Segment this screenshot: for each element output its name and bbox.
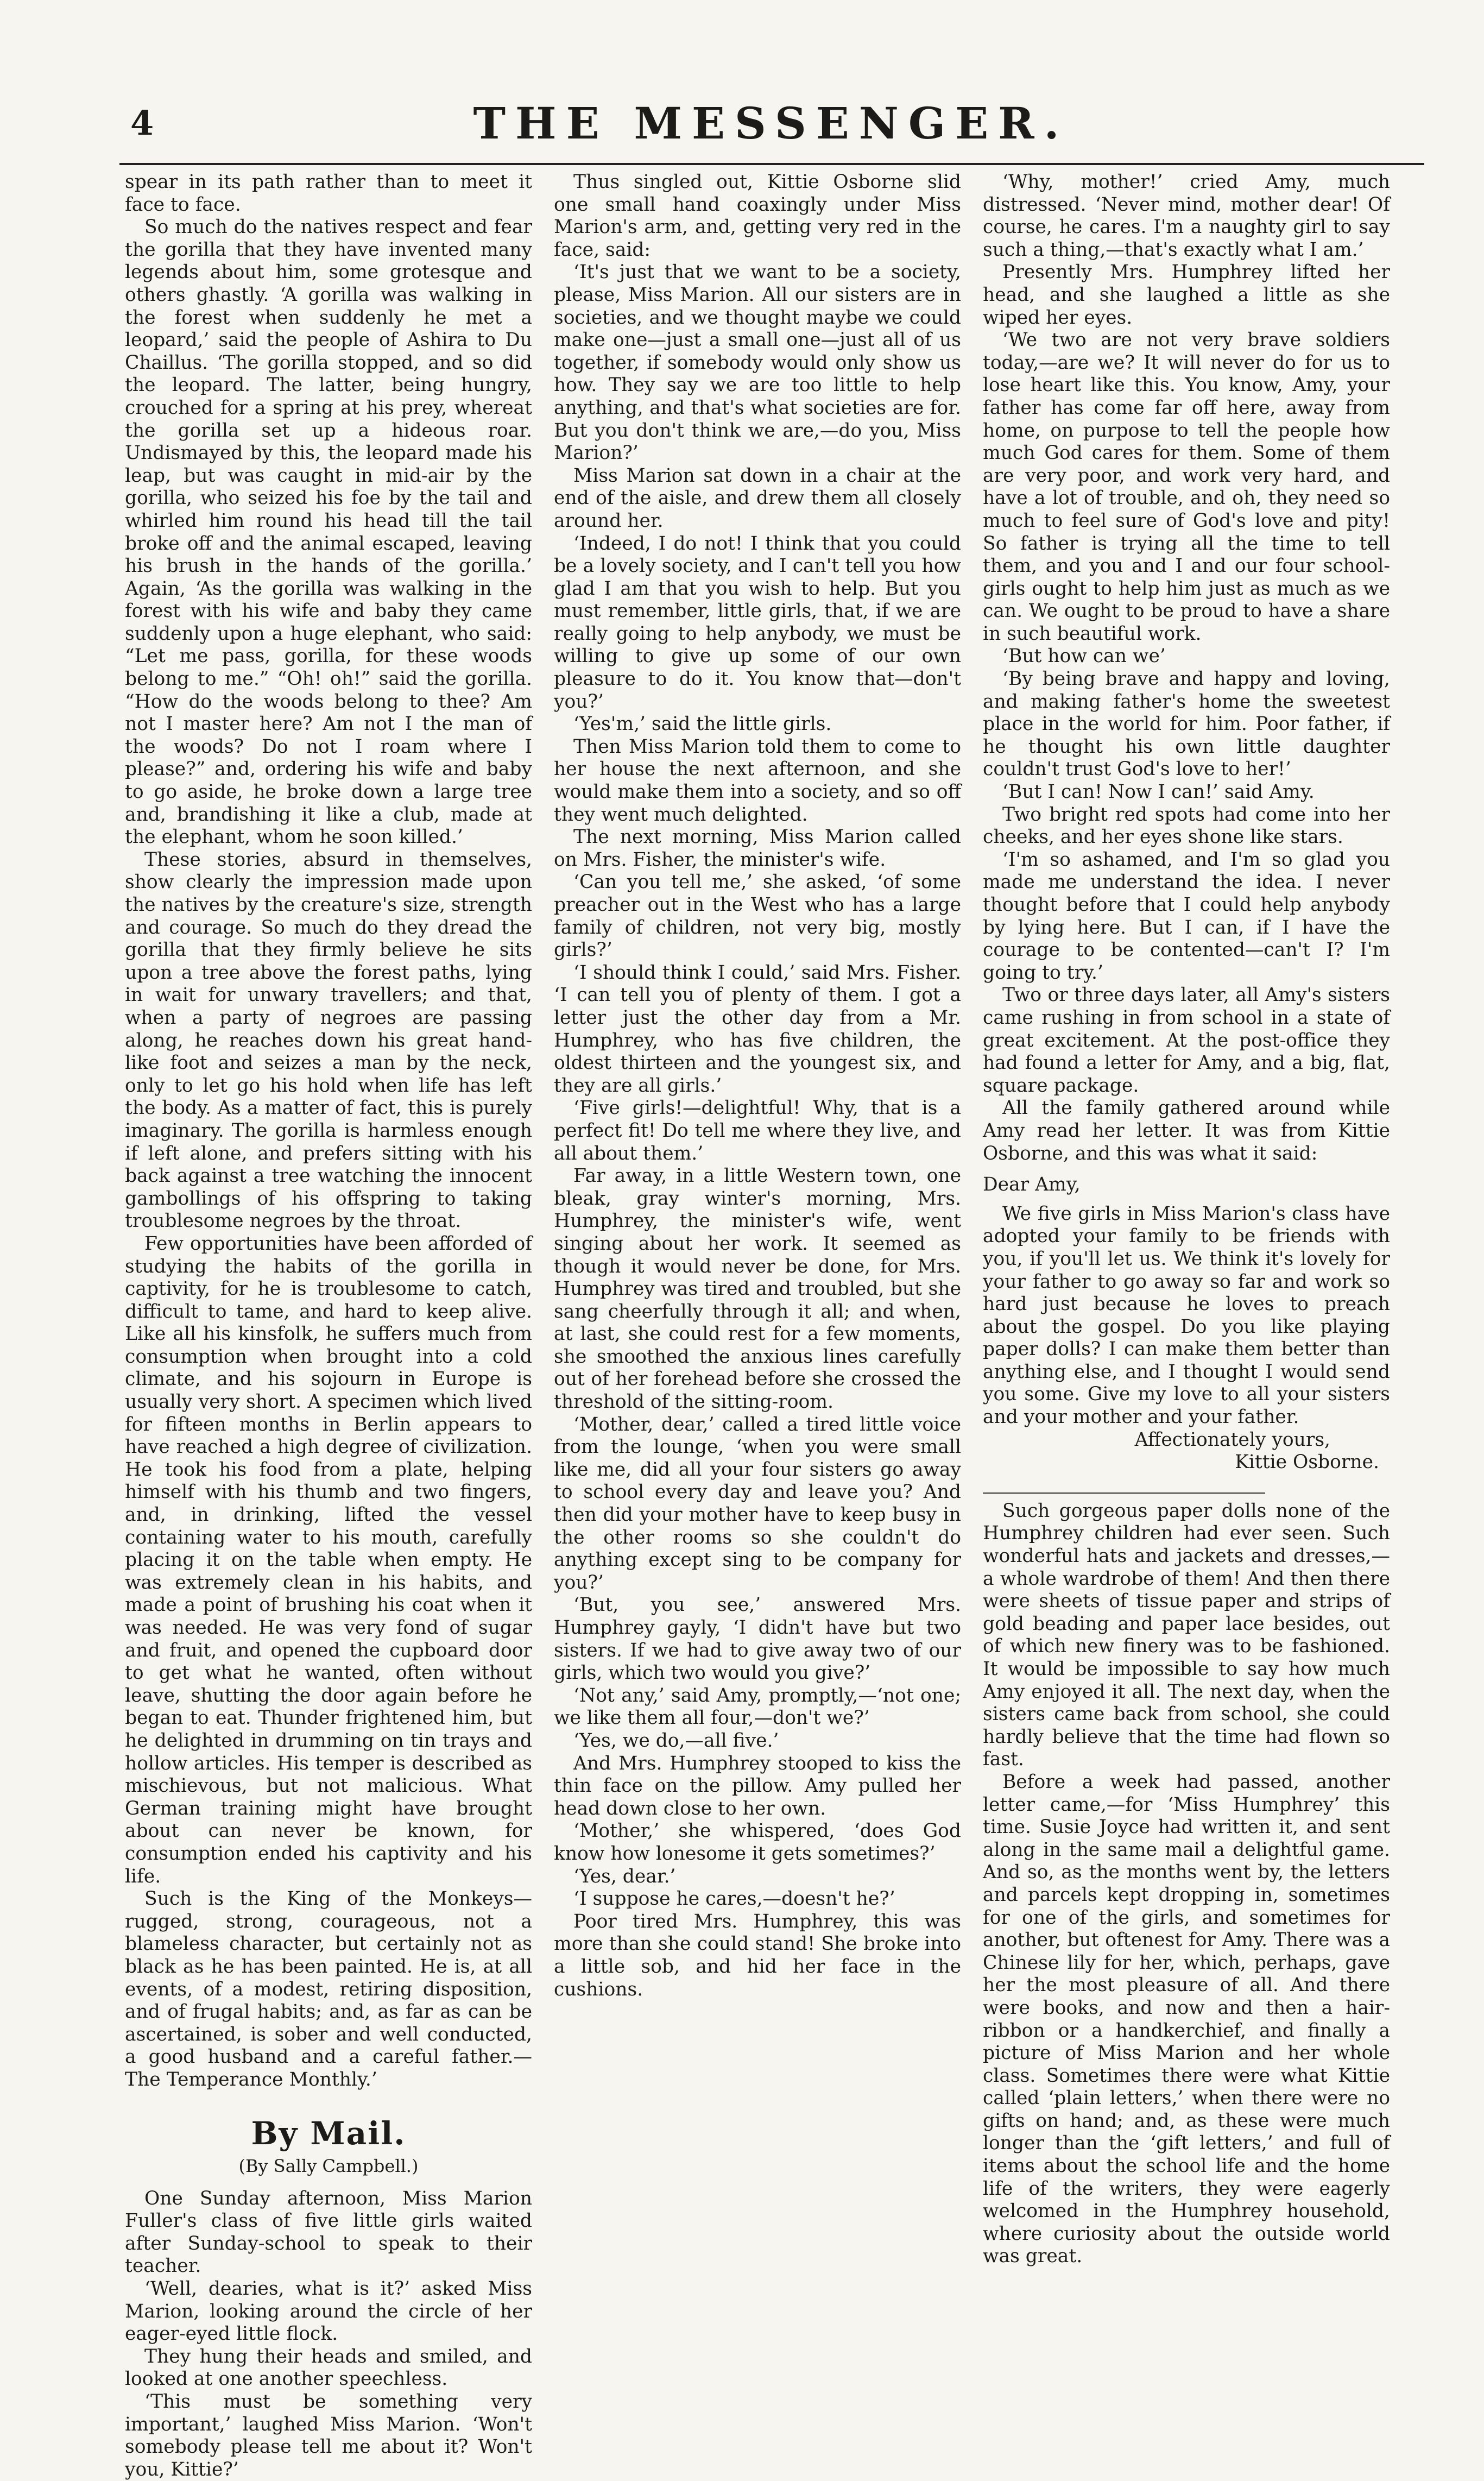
story-paragraph: Far away, in a little Western town, one bleak, gray winter's morning, Mrs. Humphrey, the minister's wife, went singing about her work. It seemed as though it would never be done, for Mrs. Humphrey was tired and troubled, but she sang cheerfully through it all; and when, at last, she could rest for a few moments, she smoothed the anxious lines carefully out of her forehead before she crossed the threshold of the sitting-room. xyxy=(554,1165,961,1413)
story-paragraph: One Sunday afternoon, Miss Marion Fuller's class of five little girls waited after Sunday-school to speak to their teacher. xyxy=(125,2187,532,2277)
story-paragraph: ‘Yes'm,’ said the little girls. xyxy=(573,713,832,735)
story-paragraph: ‘But, you see,’ answered Mrs. Humphrey gayly, ‘I didn't have but two sisters. If we had to give away two of our girls, which two would you give?’ xyxy=(554,1594,961,1684)
page-number: 4 xyxy=(130,103,154,143)
story-paragraph: ‘But I can! Now I can!’ said Amy. xyxy=(1002,781,1315,803)
masthead-title: THE MESSENGER. xyxy=(473,98,1069,149)
story-paragraph: Miss Marion sat down in a chair at the end of the aisle, and drew them all closely around her. xyxy=(554,464,961,532)
story-paragraph: ‘Why, mother!’ cried Amy, much distressed. ‘Never mind, mother dear! Of course, he cares. I'm a naughty girl to say such a thing,—that's exactly what I am.’ xyxy=(983,171,1390,261)
story-paragraph: ‘Indeed, I do not! I think that you could be a lovely society, and I can't tell you how glad I am that you wish to help. But you must remember, little girls, that, if we are really going to help anybody, we must be willing to give up some of our own pleasure to do it. You know that—don't you?’ xyxy=(554,532,961,713)
story-byline: (By Sally Campbell.) xyxy=(238,2156,419,2177)
story-paragraph: ‘I should think I could,’ said Mrs. Fisher. ‘I can tell you of plenty of them. I got a letter just the other day from a Mr. Humphrey, who has five children, the oldest thirteen and the youngest six, and they are all girls.’ xyxy=(554,961,961,1097)
story-paragraph: ‘By being brave and happy and loving, and making father's home the sweetest place in the world for him. Poor father, if he thought his own little daughter couldn't trust God's love to her!’ xyxy=(983,668,1390,780)
story-paragraph: They hung their heads and smiled, and looked at one another speechless. xyxy=(125,2345,532,2390)
article-paragraph: So much do the natives respect and fear the gorilla that they have invented many legends about him, some grotesque and others ghastly. ‘A gorilla was walking in the forest when suddenly he met a leopard,’ said the people of Ashira to Du Chaillus. ‘The gorilla stopped, and so did the leopard. The latter, being hungry, crouched for a spring at his prey, whereat the gorilla set up a hideous roar. Undismayed by this, the leopard made his leap, but was caught in mid-air by the gorilla, who seized his foe by the tail and whirled him round his head till the tail broke off and the animal escaped, leaving his brush in the hands of the gorilla.’ Again, ‘As the gorilla was walking in the forest with his wife and baby they came suddenly upon a huge elephant, who said: “Let me pass, gorilla, for these woods belong to me.” “Oh! oh!” said the gorilla. “How do the woods belong to thee? Am not I master here? Am not I the man of the woods? Do not I roam where I please?” and, ordering his wife and baby to go aside, he broke down a large tree and, brandishing it like a club, made at the elephant, whom he soon killed.’ xyxy=(125,216,532,848)
story-paragraph: Poor tired Mrs. Humphrey, this was more than she could stand! She broke into a little sob, and hid her face in the cushions. xyxy=(554,1910,961,2000)
column-1 xyxy=(125,171,532,2481)
article-paragraph: These stories, absurd in themselves, show clearly the impression made upon the natives by the creature's size, strength and courage. So much do they dread the gorilla that they firmly believe he sits upon a tree above the forest paths, lying in wait for unwary travellers; and that, when a party of negroes are passing along, he reaches down his great hand-like foot and seizes a man by the neck, only to let go his hold when life has left the body. As a matter of fact, this is purely imaginary. The gorilla is harmless enough if left alone, and prefers sitting with his back against a tree watching the innocent gambollings of his offspring to taking troublesome negroes by the throat. xyxy=(125,848,532,1232)
story-paragraph: The next morning, Miss Marion called on Mrs. Fisher, the minister's wife. xyxy=(554,826,961,871)
header-rule xyxy=(119,163,1424,165)
story-paragraph: Such gorgeous paper dolls none of the Humphrey children had ever seen. Such wonderful hats and jackets and dresses,—a whole wardrobe of them! And then there were sheets of tissue paper and strips of gold beading and paper lace besides, out of which new finery was to be fashioned. It would be impossible to say how much Amy enjoyed it all. The next day, when the sisters came back from school, she could hardly believe that the time had flown so fast. xyxy=(983,1500,1390,1771)
letter-closing: Affectionately yours, xyxy=(1134,1428,1330,1451)
story-paragraph: And Mrs. Humphrey stooped to kiss the thin face on the pillow. Amy pulled her head down close to her own. xyxy=(554,1752,961,1819)
story-paragraph: Before a week had passed, another letter came,—for ‘Miss Humphrey’ this time. Susie Joyce had written it, and sent along in the same mail a delightful game. And so, as the months went by, the letters and parcels kept dropping in, sometimes for one of the girls, and sometimes for another, but oftenest for Amy. There was a Chinese lily for her, which, perhaps, gave her the most pleasure of all. And there were books, and now and then a hair-ribbon or a handkerchief, and finally a picture of Miss Marion and her whole class. Sometimes there were what Kittie called ‘plain letters,’ when there were no gifts on hand; and, as these were much longer than the ‘gift letters,’ and full of items about the school life and the home life of the writers, they were eagerly welcomed in the Humphrey household, where curiosity about the outside world was great. xyxy=(983,1771,1390,2268)
story-paragraph: ‘Not any,’ said Amy, promptly,—‘not one; we like them all four,—don't we?’ xyxy=(554,1684,961,1729)
story-paragraph: Two bright red spots had come into her cheeks, and her eyes shone like stars. xyxy=(983,803,1390,848)
story-paragraph: ‘But how can we’ xyxy=(1002,645,1166,668)
column-3 xyxy=(983,171,1390,2268)
story-paragraph: ‘I'm so ashamed, and I'm so glad you made me understand the idea. I never thought before that I could help anybody by lying here. But I can, if I have the courage to be contented—can't I? I'm going to try.’ xyxy=(983,848,1390,984)
story-paragraph: Then Miss Marion told them to come to her house the next afternoon, and she would make them into a society, and so off they went much delighted. xyxy=(554,735,961,826)
letter-signature: Kittie Osborne. xyxy=(1235,1451,1379,1474)
letter-body: We five girls in Miss Marion's class have adopted your family to be friends with you, if you'll let us. We think it's lovely for your father to go away so far and work so hard just because he loves to preach about the gospel. Do you like playing paper dolls? I can make them better than anything else, and I thought I would send you some. Give my love to all your sisters and your mother and your father. xyxy=(983,1202,1390,1428)
story-paragraph: ‘It's just that we want to be a society, please, Miss Marion. All our sisters are in societies, and we thought maybe we could make one—just a small one—just all of us together, if somebody would only show us how. They say we are too little to help anything, and that's what societies are for. But you don't think we are,—do you, Miss Marion?’ xyxy=(554,261,961,464)
letter-salutation: Dear Amy, xyxy=(983,1174,1081,1196)
story-paragraph: Thus singled out, Kittie Osborne slid one small hand coaxingly under Miss Marion's arm, and, getting very red in the face, said: xyxy=(554,171,961,261)
story-paragraph: Presently Mrs. Humphrey lifted her head, and she laughed a little as she wiped her eyes. xyxy=(983,261,1390,329)
column-2 xyxy=(554,171,961,2001)
story-paragraph: ‘Can you tell me,’ she asked, ‘of some preacher out in the West who has a large family of children, not very big, mostly girls?’ xyxy=(554,871,961,961)
story-paragraph: ‘We two are not very brave soldiers today,—are we? It will never do for us to lose heart like this. You know, Amy, your father has come far off here, away from home, on purpose to tell the people how much God cares for them. Some of them are very poor, and work very hard, and have a lot of trouble, and oh, they need so much to feel sure of God's love and pity! So father is trying all the time to tell them, and you and I and our four school-girls ought to help him just as much as we can. We ought to be proud to have a share in such beautiful work. xyxy=(983,329,1390,645)
story-paragraph: ‘Yes, we do,—all five.’ xyxy=(573,1729,779,1752)
article-paragraph: Few opportunities have been afforded of studying the habits of the gorilla in captivity, for he is troublesome to catch, difficult to tame, and hard to keep alive. Like all his kinsfolk, he suffers much from consumption when brought into a cold climate, and his sojourn in Europe is usually very short. A specimen which lived for fifteen months in Berlin appears to have reached a high degree of civilization. He took his food from a plate, helping himself with his thumb and two fingers, and, in drinking, lifted the vessel containing water to his mouth, carefully placing it on the table when empty. He was extremely clean in his habits, and made a point of brushing his coat when it was needed. He was very fond of sugar and fruit, and opened the cupboard door to get what he wanted, often without leave, shutting the door again before he began to eat. Thunder frightened him, but he delighted in drumming on tin trays and hollow articles. His temper is described as mischievous, but not malicious. What German training might have brought about can never be known, for consumption ended his captivity and his life. xyxy=(125,1232,532,1887)
story-paragraph: ‘I suppose he cares,—doesn't he?’ xyxy=(573,1888,895,1910)
article-paragraph: spear in its path rather than to meet it face to face. xyxy=(125,171,532,216)
story-paragraph: ‘Mother,’ she whispered, ‘does God know how lonesome it gets sometimes?’ xyxy=(554,1820,961,1865)
story-paragraph: ‘This must be something very important,’ laughed Miss Marion. ‘Won't somebody please tell me about it? Won't you, Kittie?’ xyxy=(125,2391,532,2480)
story-paragraph: ‘Five girls!—delightful! Why, that is a perfect fit! Do tell me where they live, and all about them.’ xyxy=(554,1097,961,1164)
story-paragraph: Two or three days later, all Amy's sisters came rushing in from school in a state of great excitement. At the post-office they had found a letter for Amy, and a big, flat, square package. xyxy=(983,984,1390,1097)
story-paragraph: All the family gathered around while Amy read her letter. It was from Kittie Osborne, and this was what it said: xyxy=(983,1097,1390,1164)
story-paragraph: ‘Well, dearies, what is it?’ asked Miss Marion, looking around the circle of her eager-eyed little flock. xyxy=(125,2278,532,2345)
story-title: By Mail. xyxy=(251,2115,406,2152)
page-header xyxy=(119,98,1423,174)
section-divider xyxy=(983,1493,1265,1494)
article-paragraph: Such is the King of the Monkeys—rugged, strong, courageous, not a blameless character, but certainly not as black as he has been painted. He is, at all events, of a modest, retiring disposition, and of frugal habits; and, as far as can be ascertained, is sober and well conducted, a good husband and a careful father.— The Temperance Monthly.’ xyxy=(125,1888,532,2090)
story-paragraph: ‘Yes, dear.’ xyxy=(573,1865,676,1887)
story-paragraph: ‘Mother, dear,’ called a tired little voice from the lounge, ‘when you were small like me, did all your four sisters go away to school every day and leave you? And then did your mother have to keep busy in the other rooms so she couldn't do anything except sing to be company for you?’ xyxy=(554,1413,961,1594)
letter xyxy=(983,1203,1390,1429)
